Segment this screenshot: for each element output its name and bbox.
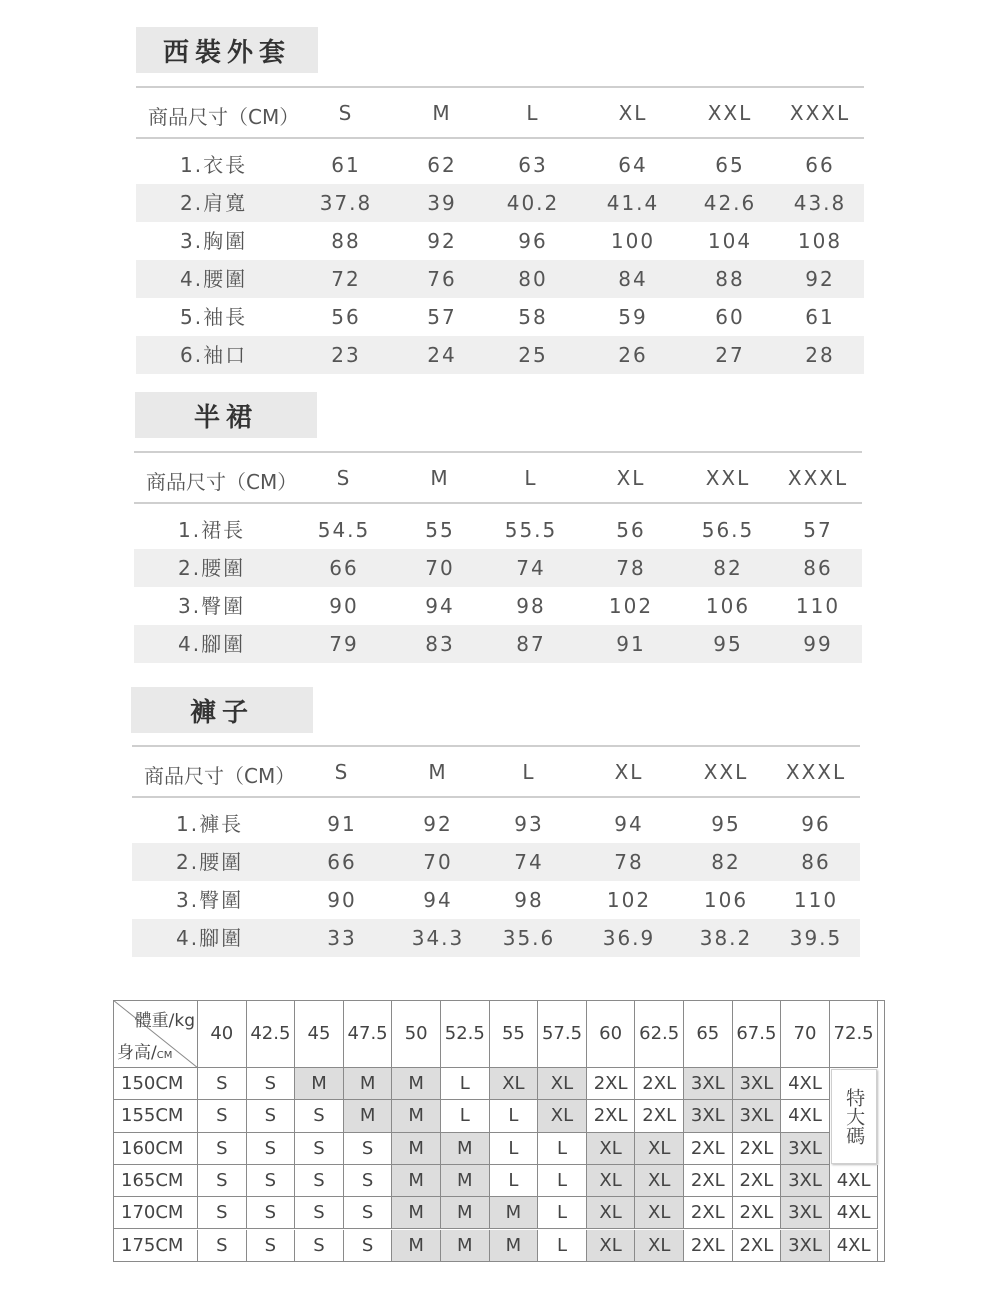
size-cell: L bbox=[538, 1197, 587, 1229]
size-header-label: 商品尺寸（CM） bbox=[146, 470, 298, 494]
table-cell: 90 bbox=[327, 888, 357, 912]
row-label: 4.腳圍 bbox=[176, 926, 244, 950]
size-cell: 2XL bbox=[684, 1230, 733, 1262]
table-cell: 86 bbox=[803, 556, 833, 580]
size-cell: 3XL bbox=[781, 1133, 830, 1165]
table-cell: 88 bbox=[331, 229, 361, 253]
size-cell: 2XL bbox=[733, 1197, 782, 1229]
table-cell: 79 bbox=[329, 632, 359, 656]
size-cell: XL bbox=[490, 1068, 539, 1100]
size-header-m: M bbox=[432, 101, 452, 125]
table-row bbox=[134, 625, 862, 663]
table-cell: 40.2 bbox=[506, 191, 560, 215]
size-cell: 3XL bbox=[733, 1068, 782, 1100]
weight-header-cell: 67.5 bbox=[733, 1000, 782, 1068]
table-cell: 98 bbox=[514, 888, 544, 912]
size-cell: 4XL bbox=[830, 1230, 879, 1262]
size-cell: M bbox=[344, 1100, 393, 1132]
size-cell: M bbox=[392, 1197, 441, 1229]
size-cell: M bbox=[295, 1068, 344, 1100]
table-row bbox=[136, 222, 864, 260]
grid-corner bbox=[113, 1000, 198, 1068]
size-cell: 2XL bbox=[733, 1133, 782, 1165]
table-cell: 80 bbox=[518, 267, 548, 291]
size-header-xxxl: XXXL bbox=[789, 101, 851, 125]
size-cell: M bbox=[441, 1133, 490, 1165]
table-cell: 98 bbox=[516, 594, 546, 618]
size-cell: XL bbox=[635, 1133, 684, 1165]
size-cell: 2XL bbox=[684, 1133, 733, 1165]
pants-section bbox=[131, 687, 861, 963]
row-label: 2.腰圍 bbox=[178, 556, 246, 580]
table-cell: 24 bbox=[427, 343, 457, 367]
size-cell: XL bbox=[587, 1133, 636, 1165]
table-cell: 106 bbox=[705, 594, 751, 618]
size-cell: S bbox=[198, 1133, 247, 1165]
size-header-s: S bbox=[334, 760, 350, 784]
size-cell: S bbox=[295, 1133, 344, 1165]
weight-header-cell: 72.5 bbox=[830, 1000, 879, 1068]
table-cell: 102 bbox=[606, 888, 652, 912]
pants-title: 褲子 bbox=[131, 687, 313, 733]
size-header-xxl: XXL bbox=[705, 466, 751, 490]
table-cell: 56 bbox=[616, 518, 646, 542]
size-cell: M bbox=[490, 1197, 539, 1229]
table-row bbox=[134, 587, 862, 625]
table-cell: 92 bbox=[423, 812, 453, 836]
row-label: 3.臀圍 bbox=[178, 594, 246, 618]
size-header-label: 商品尺寸（CM） bbox=[144, 764, 296, 788]
height-row-label: 150CM bbox=[113, 1068, 198, 1100]
table-cell: 66 bbox=[329, 556, 359, 580]
size-cell: S bbox=[198, 1100, 247, 1132]
weight-header-cell: 65 bbox=[684, 1000, 733, 1068]
table-row bbox=[136, 146, 864, 184]
table-cell: 54.5 bbox=[317, 518, 371, 542]
size-cell: S bbox=[295, 1197, 344, 1229]
weight-header-cell: 50 bbox=[392, 1000, 441, 1068]
size-cell: XL bbox=[587, 1230, 636, 1262]
table-cell: 33 bbox=[327, 926, 357, 950]
size-cell: S bbox=[247, 1100, 296, 1132]
size-cell: 3XL bbox=[781, 1197, 830, 1229]
table-cell: 102 bbox=[608, 594, 654, 618]
size-header-m: M bbox=[428, 760, 448, 784]
size-cell: S bbox=[344, 1230, 393, 1262]
table-cell: 70 bbox=[423, 850, 453, 874]
table-cell: 83 bbox=[425, 632, 455, 656]
table-cell: 99 bbox=[803, 632, 833, 656]
table-cell: 26 bbox=[618, 343, 648, 367]
weight-header-cell: 47.5 bbox=[344, 1000, 393, 1068]
table-cell: 92 bbox=[427, 229, 457, 253]
size-cell: S bbox=[247, 1068, 296, 1100]
table-row bbox=[136, 336, 864, 374]
table-cell: 66 bbox=[805, 153, 835, 177]
table-row bbox=[136, 260, 864, 298]
table-cell: 39 bbox=[427, 191, 457, 215]
jacket-title: 西裝外套 bbox=[136, 27, 318, 73]
table-cell: 61 bbox=[805, 305, 835, 329]
weight-header-cell: 52.5 bbox=[441, 1000, 490, 1068]
size-cell: S bbox=[198, 1068, 247, 1100]
table-cell: 59 bbox=[618, 305, 648, 329]
table-cell: 91 bbox=[616, 632, 646, 656]
size-header-xxl: XXL bbox=[707, 101, 753, 125]
table-cell: 74 bbox=[514, 850, 544, 874]
size-cell: M bbox=[392, 1133, 441, 1165]
table-cell: 58 bbox=[518, 305, 548, 329]
size-cell: 2XL bbox=[733, 1230, 782, 1262]
height-row-label: 165CM bbox=[113, 1165, 198, 1197]
table-cell: 57 bbox=[427, 305, 457, 329]
table-cell: 87 bbox=[516, 632, 546, 656]
table-cell: 61 bbox=[331, 153, 361, 177]
table-cell: 62 bbox=[427, 153, 457, 177]
table-cell: 88 bbox=[715, 267, 745, 291]
table-cell: 78 bbox=[614, 850, 644, 874]
table-cell: 106 bbox=[703, 888, 749, 912]
size-cell: 2XL bbox=[684, 1165, 733, 1197]
size-cell: L bbox=[441, 1100, 490, 1132]
weight-header-cell: 40 bbox=[198, 1000, 247, 1068]
size-cell: M bbox=[392, 1165, 441, 1197]
table-cell: 34.3 bbox=[411, 926, 465, 950]
size-header-xxl: XXL bbox=[703, 760, 749, 784]
weight-header-cell: 70 bbox=[781, 1000, 830, 1068]
size-cell: L bbox=[490, 1133, 539, 1165]
size-cell: 4XL bbox=[830, 1197, 879, 1229]
size-header-l: L bbox=[522, 760, 536, 784]
table-cell: 95 bbox=[711, 812, 741, 836]
table-cell: 27 bbox=[715, 343, 745, 367]
table-row bbox=[136, 184, 864, 222]
table-cell: 60 bbox=[715, 305, 745, 329]
table-row bbox=[132, 805, 860, 843]
size-cell: S bbox=[344, 1197, 393, 1229]
size-cell: XL bbox=[587, 1165, 636, 1197]
table-cell: 84 bbox=[618, 267, 648, 291]
row-label: 1.褲長 bbox=[176, 812, 244, 836]
size-cell: 3XL bbox=[733, 1100, 782, 1132]
table-row bbox=[132, 919, 860, 957]
size-cell: XL bbox=[635, 1230, 684, 1262]
table-cell: 25 bbox=[518, 343, 548, 367]
table-cell: 65 bbox=[715, 153, 745, 177]
height-axis-label bbox=[117, 1038, 172, 1063]
table-cell: 56.5 bbox=[701, 518, 755, 542]
table-cell: 63 bbox=[518, 153, 548, 177]
size-cell: S bbox=[295, 1100, 344, 1132]
table-cell: 55.5 bbox=[504, 518, 558, 542]
skirt-title: 半裙 bbox=[135, 392, 317, 438]
size-cell: 2XL bbox=[733, 1165, 782, 1197]
table-row bbox=[134, 549, 862, 587]
size-cell: M bbox=[392, 1230, 441, 1262]
table-cell: 43.8 bbox=[793, 191, 847, 215]
table-cell: 94 bbox=[614, 812, 644, 836]
table-row bbox=[134, 511, 862, 549]
size-cell: 2XL bbox=[587, 1100, 636, 1132]
size-header-xl: XL bbox=[614, 760, 644, 784]
size-cell: S bbox=[198, 1230, 247, 1262]
weight-header-cell: 62.5 bbox=[635, 1000, 684, 1068]
size-cell: S bbox=[247, 1133, 296, 1165]
table-row bbox=[132, 843, 860, 881]
size-cell: XL bbox=[538, 1100, 587, 1132]
table-cell: 74 bbox=[516, 556, 546, 580]
height-row-label: 160CM bbox=[113, 1133, 198, 1165]
table-cell: 41.4 bbox=[606, 191, 660, 215]
size-header-xxxl: XXXL bbox=[787, 466, 849, 490]
table-cell: 72 bbox=[331, 267, 361, 291]
weight-height-size-chart bbox=[113, 1000, 885, 1262]
height-row-label: 170CM bbox=[113, 1197, 198, 1229]
table-cell: 70 bbox=[425, 556, 455, 580]
size-cell: S bbox=[247, 1230, 296, 1262]
table-cell: 95 bbox=[713, 632, 743, 656]
size-cell: M bbox=[392, 1068, 441, 1100]
size-cell: 3XL bbox=[781, 1165, 830, 1197]
row-label: 4.腳圍 bbox=[178, 632, 246, 656]
row-label: 2.肩寬 bbox=[180, 191, 248, 215]
table-cell: 28 bbox=[805, 343, 835, 367]
row-label: 4.腰圍 bbox=[180, 267, 248, 291]
size-header-xl: XL bbox=[616, 466, 646, 490]
size-cell: S bbox=[247, 1197, 296, 1229]
row-label: 3.臀圍 bbox=[176, 888, 244, 912]
table-row bbox=[136, 298, 864, 336]
table-cell: 96 bbox=[801, 812, 831, 836]
row-label: 1.裙長 bbox=[178, 518, 246, 542]
table-cell: 104 bbox=[707, 229, 753, 253]
size-cell: XL bbox=[538, 1068, 587, 1100]
size-header-s: S bbox=[338, 101, 354, 125]
table-cell: 110 bbox=[793, 888, 839, 912]
size-cell: L bbox=[490, 1100, 539, 1132]
table-cell: 90 bbox=[329, 594, 359, 618]
size-cell: S bbox=[247, 1165, 296, 1197]
table-cell: 37.8 bbox=[319, 191, 373, 215]
size-cell: S bbox=[344, 1133, 393, 1165]
table-cell: 108 bbox=[797, 229, 843, 253]
table-cell: 64 bbox=[618, 153, 648, 177]
table-cell: 94 bbox=[425, 594, 455, 618]
height-row-label: 175CM bbox=[113, 1230, 198, 1262]
table-cell: 82 bbox=[711, 850, 741, 874]
height-row-label: 155CM bbox=[113, 1100, 198, 1132]
table-cell: 76 bbox=[427, 267, 457, 291]
size-cell: M bbox=[441, 1230, 490, 1262]
table-cell: 39.5 bbox=[789, 926, 843, 950]
table-cell: 86 bbox=[801, 850, 831, 874]
table-cell: 55 bbox=[425, 518, 455, 542]
size-cell: 3XL bbox=[684, 1068, 733, 1100]
pants-header-row bbox=[132, 747, 860, 797]
weight-header-cell: 42.5 bbox=[247, 1000, 296, 1068]
row-label: 5.袖長 bbox=[180, 305, 248, 329]
size-cell: M bbox=[490, 1230, 539, 1262]
table-cell: 94 bbox=[423, 888, 453, 912]
weight-axis-label: 體重/kg bbox=[134, 1011, 195, 1031]
skirt-section bbox=[133, 392, 863, 668]
table-cell: 36.9 bbox=[602, 926, 656, 950]
row-label: 6.袖口 bbox=[180, 343, 248, 367]
table-row bbox=[132, 881, 860, 919]
size-cell: S bbox=[344, 1165, 393, 1197]
table-cell: 42.6 bbox=[703, 191, 757, 215]
size-cell: M bbox=[344, 1068, 393, 1100]
table-cell: 93 bbox=[514, 812, 544, 836]
size-cell: 2XL bbox=[635, 1100, 684, 1132]
row-label: 2.腰圍 bbox=[176, 850, 244, 874]
size-cell: XL bbox=[635, 1197, 684, 1229]
row-label: 3.胸圍 bbox=[180, 229, 248, 253]
size-cell: XL bbox=[635, 1165, 684, 1197]
weight-header-cell: 57.5 bbox=[538, 1000, 587, 1068]
weight-header-cell: 45 bbox=[295, 1000, 344, 1068]
size-cell: 2XL bbox=[635, 1068, 684, 1100]
size-cell: 4XL bbox=[781, 1068, 830, 1100]
size-cell: L bbox=[490, 1165, 539, 1197]
size-cell: 3XL bbox=[684, 1100, 733, 1132]
size-header-m: M bbox=[430, 466, 450, 490]
size-cell: L bbox=[538, 1133, 587, 1165]
table-cell: 66 bbox=[327, 850, 357, 874]
plus-size-note: 特大碼 bbox=[831, 1069, 878, 1164]
size-cell: S bbox=[198, 1197, 247, 1229]
size-cell: M bbox=[441, 1197, 490, 1229]
weight-header-cell: 55 bbox=[490, 1000, 539, 1068]
size-cell: L bbox=[441, 1068, 490, 1100]
size-header-xl: XL bbox=[618, 101, 648, 125]
size-cell: M bbox=[392, 1100, 441, 1132]
size-header-xxxl: XXXL bbox=[785, 760, 847, 784]
size-header-s: S bbox=[336, 466, 352, 490]
table-cell: 56 bbox=[331, 305, 361, 329]
table-cell: 35.6 bbox=[502, 926, 556, 950]
size-cell: M bbox=[441, 1165, 490, 1197]
size-cell: 2XL bbox=[684, 1197, 733, 1229]
row-label: 1.衣長 bbox=[180, 153, 248, 177]
size-cell: L bbox=[538, 1230, 587, 1262]
weight-header-cell: 60 bbox=[587, 1000, 636, 1068]
size-cell: L bbox=[538, 1165, 587, 1197]
size-cell: XL bbox=[587, 1197, 636, 1229]
skirt-header-row bbox=[134, 453, 862, 503]
jacket-header-row bbox=[136, 88, 864, 138]
table-cell: 100 bbox=[610, 229, 656, 253]
table-cell: 96 bbox=[518, 229, 548, 253]
size-cell: 2XL bbox=[587, 1068, 636, 1100]
jacket-section bbox=[135, 27, 865, 382]
size-header-l: L bbox=[526, 101, 540, 125]
table-cell: 110 bbox=[795, 594, 841, 618]
size-cell: S bbox=[295, 1165, 344, 1197]
table-cell: 23 bbox=[331, 343, 361, 367]
height-axis-unit: CM bbox=[156, 1050, 173, 1061]
size-cell: 3XL bbox=[781, 1230, 830, 1262]
table-cell: 38.2 bbox=[699, 926, 753, 950]
table-cell: 82 bbox=[713, 556, 743, 580]
size-header-label: 商品尺寸（CM） bbox=[148, 105, 300, 129]
size-cell: 4XL bbox=[781, 1100, 830, 1132]
height-axis-text: 身高/ bbox=[117, 1043, 157, 1063]
size-cell: 4XL bbox=[830, 1165, 879, 1197]
table-cell: 92 bbox=[805, 267, 835, 291]
size-cell: S bbox=[198, 1165, 247, 1197]
size-header-l: L bbox=[524, 466, 538, 490]
table-cell: 78 bbox=[616, 556, 646, 580]
table-cell: 91 bbox=[327, 812, 357, 836]
table-cell: 57 bbox=[803, 518, 833, 542]
size-cell: S bbox=[295, 1230, 344, 1262]
